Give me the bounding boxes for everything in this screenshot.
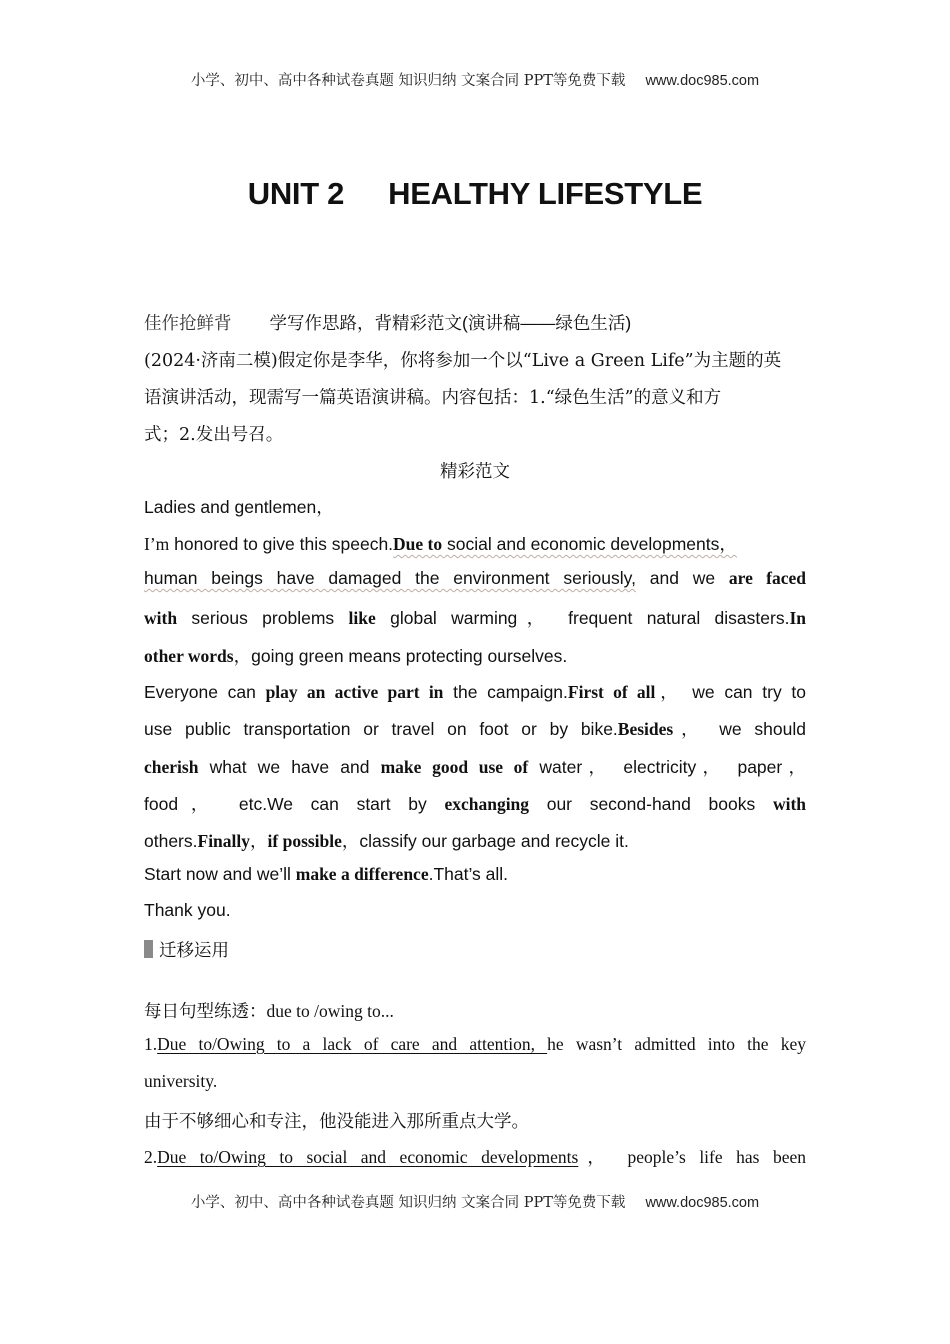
greeting-text: Ladies and gentlemen， <box>144 497 334 517</box>
daily-pattern-line <box>144 998 806 1023</box>
p2-text: what we have and <box>198 757 381 777</box>
p2-keyphrase: play an active part in <box>265 682 444 702</box>
p1-keyphrase: In <box>789 608 806 628</box>
p2-keyphrase: make good use of <box>380 757 529 777</box>
p2-text: ， <box>250 831 268 851</box>
p1-keyphrase: like <box>348 608 376 628</box>
footer-text: 小学、初中、高中各种试卷真题 知识归纳 文案合同 PPT等免费下载 <box>190 1195 626 1211</box>
p1-text: serious problems <box>177 608 349 628</box>
essay-p2-line2 <box>144 716 806 741</box>
section-marker-icon <box>144 940 153 958</box>
essay-greeting <box>144 494 806 519</box>
prompt-line-2 <box>144 384 806 409</box>
prompt-text-2: 语演讲活动，现需写一篇英语演讲稿。内容包括：1.“绿色生活”的意义和方 <box>144 388 722 408</box>
essay-p2-line5 <box>144 828 806 853</box>
p1-text: social and economic developments， <box>442 534 737 554</box>
essay-heading-text: 精彩范文 <box>440 461 510 481</box>
item2-number: 2. <box>144 1147 158 1167</box>
intro-label: 佳作抢鲜背 <box>144 314 232 334</box>
p1-text: ，going green means protecting ourselves. <box>233 646 568 666</box>
p2-text: water， electricity， paper， <box>528 757 806 777</box>
p2-keyphrase: cherish <box>144 757 199 777</box>
p1-text: global warming， frequent natural disasters. <box>375 608 790 628</box>
p1-text: and we <box>635 568 729 588</box>
p3-keyphrase: make a difference <box>295 864 429 884</box>
item2-line1 <box>144 1144 806 1169</box>
p1-text: I’m <box>144 534 170 554</box>
essay-p3 <box>144 864 806 885</box>
p2-text: food， etc.We can start by <box>144 794 445 814</box>
p3-text: .That’s all. <box>428 864 509 884</box>
transfer-label: 迁移运用 <box>159 940 229 960</box>
essay-p1-line3 <box>144 605 806 630</box>
essay-closing <box>144 900 806 921</box>
header-text: 小学、初中、高中各种试卷真题 知识归纳 文案合同 PPT等免费下载 <box>190 73 626 89</box>
item1-line2 <box>144 1071 806 1092</box>
p2-keyphrase: Besides <box>617 719 674 739</box>
prompt-text-1: (2024·济南二模)假定你是李华，你将参加一个以“Live a Green Life”为主题的英 <box>144 351 782 371</box>
p2-text: ， we can try to <box>655 682 806 702</box>
p2-keyphrase: First of all <box>567 682 656 702</box>
page-header <box>0 69 950 90</box>
p2-text: ，classify our garbage and recycle it. <box>341 831 629 851</box>
intro-heading-line <box>144 310 806 335</box>
prompt-line-1 <box>144 347 806 372</box>
prompt-text-3: 式；2.发出号召。 <box>144 425 284 445</box>
p2-text: use public transportation or travel on foot or by bike. <box>144 719 618 739</box>
title-unit: UNIT 2 <box>247 176 345 211</box>
essay-heading <box>144 458 806 483</box>
p2-text: Everyone can <box>144 682 266 702</box>
item1-answer: Due to/Owing to a lack of care and attention, <box>157 1034 548 1054</box>
header-site-link[interactable]: www.doc985.com <box>645 73 760 89</box>
p1-keyphrase: with <box>144 608 178 628</box>
page-footer <box>0 1191 950 1212</box>
p2-text: ， we should <box>673 719 806 739</box>
p1-keyphrase: Due to <box>393 534 443 554</box>
essay-p1-line2 <box>144 568 806 589</box>
essay-p1-line1 <box>144 531 806 556</box>
page-title <box>0 176 950 212</box>
item2-answer: Due to/Owing to social and economic developments <box>157 1147 579 1167</box>
p1-text: honored to give this speech. <box>169 534 394 554</box>
essay-p2-line1 <box>144 679 806 704</box>
essay-p2-line4 <box>144 791 806 816</box>
p2-keyphrase: exchanging <box>444 794 530 814</box>
p3-text: Start now and we’ll <box>144 864 296 884</box>
p2-keyphrase: if possible <box>267 831 342 851</box>
closing-text: Thank you. <box>144 900 231 920</box>
p2-text: others. <box>144 831 198 851</box>
p1-text: human beings have damaged the environment seriously, <box>144 568 636 588</box>
essay-p1-line4 <box>144 643 806 668</box>
item1-text: he wasn’t admitted into the key <box>547 1034 806 1054</box>
item1-line1 <box>144 1034 806 1055</box>
intro-heading: 学写作思路，背精彩范文(演讲稿——绿色生活) <box>269 313 632 333</box>
daily-pattern: due to /owing to... <box>266 1001 394 1021</box>
transfer-heading <box>144 937 806 962</box>
item1-translation <box>144 1108 806 1133</box>
p2-keyphrase: Finally <box>197 831 251 851</box>
daily-label: 每日句型练透： <box>144 1001 267 1021</box>
footer-site-link[interactable]: www.doc985.com <box>645 1195 760 1211</box>
p1-keyphrase: other words <box>144 646 234 666</box>
essay-p2-line3 <box>144 754 806 779</box>
item2-text: ， people’s life has been <box>578 1147 806 1167</box>
item1-number: 1. <box>144 1034 158 1054</box>
item1-cn-text: 由于不够细心和专注，他没能进入那所重点大学。 <box>144 1112 529 1132</box>
p2-keyphrase: with <box>772 794 806 814</box>
prompt-line-3 <box>144 421 806 446</box>
p2-text: our second-hand books <box>529 794 773 814</box>
p2-text: the campaign. <box>443 682 568 702</box>
title-topic: HEALTHY LIFESTYLE <box>388 176 703 211</box>
item1-text: university. <box>144 1071 218 1091</box>
p1-keyphrase: are faced <box>728 568 806 588</box>
